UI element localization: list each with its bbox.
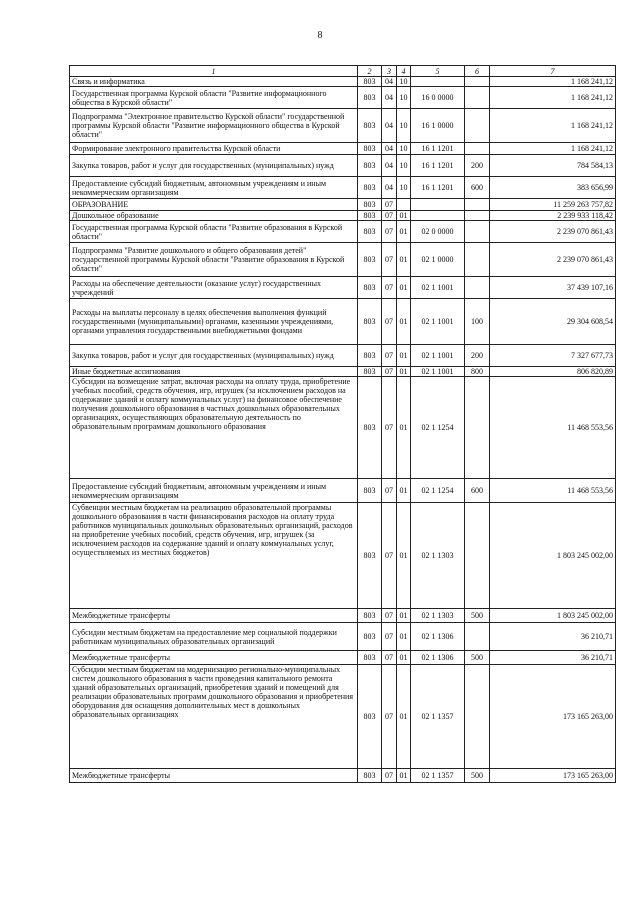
- cell-pr: 01: [397, 609, 411, 623]
- cell-pr: 01: [397, 377, 411, 479]
- cell-pr: 01: [397, 651, 411, 665]
- cell-csr: 02 1 1001: [411, 277, 465, 299]
- cell-vr: [465, 623, 490, 651]
- cell-pr: 10: [397, 87, 411, 109]
- cell-csr: [411, 199, 465, 211]
- cell-pr: 10: [397, 77, 411, 87]
- cell-name: Государственная программа Курской области "Развитие информационного общества в Курской области": [70, 87, 358, 109]
- cell-grbs: 803: [358, 155, 382, 177]
- cell-name: Иные бюджетные ассигнования: [70, 367, 358, 377]
- cell-sum: 11 468 553,56: [490, 479, 616, 503]
- cell-pr: 01: [397, 479, 411, 503]
- cell-name: Межбюджетные трансферты: [70, 769, 358, 783]
- cell-rz: 04: [382, 155, 397, 177]
- cell-csr: 02 1 1306: [411, 651, 465, 665]
- cell-pr: 01: [397, 367, 411, 377]
- cell-pr: [397, 199, 411, 211]
- cell-name: Закупка товаров, работ и услуг для государственных (муниципальных) нужд: [70, 155, 358, 177]
- table-row: [70, 503, 616, 609]
- cell-sum: 2 239 070 861,43: [490, 221, 616, 243]
- cell-vr: [465, 143, 490, 155]
- cell-csr: 02 1 1254: [411, 377, 465, 479]
- cell-rz: 07: [382, 503, 397, 609]
- cell-grbs: 803: [358, 243, 382, 277]
- cell-vr: [465, 377, 490, 479]
- cell-grbs: 803: [358, 769, 382, 783]
- cell-vr: [465, 221, 490, 243]
- cell-pr: 10: [397, 177, 411, 199]
- budget-table: [69, 65, 616, 783]
- cell-vr: 600: [465, 479, 490, 503]
- cell-sum: 1 168 241,12: [490, 77, 616, 87]
- cell-csr: 02 1 1303: [411, 503, 465, 609]
- cell-pr: 01: [397, 221, 411, 243]
- cell-grbs: 803: [358, 221, 382, 243]
- header-cell: 3: [382, 66, 397, 77]
- cell-vr: 500: [465, 651, 490, 665]
- cell-rz: 04: [382, 143, 397, 155]
- cell-rz: 07: [382, 769, 397, 783]
- table-row: [70, 345, 616, 367]
- cell-name: Предоставление субсидий бюджетным, автономным учреждениям и иным некоммерческим организациям: [70, 177, 358, 199]
- cell-name: Подпрограмма "Электронное правительство Курской области" государственной программы Курской области "Развитие информационного общества в Курской области": [70, 109, 358, 143]
- cell-pr: 01: [397, 503, 411, 609]
- cell-rz: 04: [382, 87, 397, 109]
- cell-name: Расходы на обеспечение деятельности (оказание услуг) государственных учреждений: [70, 277, 358, 299]
- table-row: [70, 77, 616, 87]
- cell-name: Предоставление субсидий бюджетным, автономным учреждениям и иным некоммерческим организациям: [70, 479, 358, 503]
- cell-sum: 2 239 070 861,43: [490, 243, 616, 277]
- cell-pr: 01: [397, 211, 411, 221]
- table-row: [70, 109, 616, 143]
- cell-vr: 500: [465, 769, 490, 783]
- header-cell: 4: [397, 66, 411, 77]
- cell-vr: [465, 243, 490, 277]
- cell-sum: 1 168 241,12: [490, 109, 616, 143]
- cell-csr: [411, 211, 465, 221]
- cell-vr: [465, 87, 490, 109]
- cell-rz: 07: [382, 243, 397, 277]
- header-cell: 1: [70, 66, 358, 77]
- table-row: [70, 651, 616, 665]
- cell-vr: [465, 77, 490, 87]
- cell-csr: 02 1 1001: [411, 345, 465, 367]
- cell-vr: [465, 211, 490, 221]
- cell-csr: 02 1 1357: [411, 769, 465, 783]
- cell-rz: 07: [382, 221, 397, 243]
- cell-csr: 02 1 0000: [411, 243, 465, 277]
- table-header-row: [70, 66, 616, 77]
- table-row: [70, 243, 616, 277]
- cell-pr: 01: [397, 345, 411, 367]
- cell-csr: [411, 77, 465, 87]
- table-row: [70, 769, 616, 783]
- cell-vr: [465, 109, 490, 143]
- table-row: [70, 609, 616, 623]
- cell-grbs: 803: [358, 503, 382, 609]
- cell-sum: 37 439 107,16: [490, 277, 616, 299]
- cell-csr: 16 1 0000: [411, 109, 465, 143]
- table-row: [70, 623, 616, 651]
- cell-name: Подпрограмма "Развитие дошкольного и общего образования детей" государственной программы Курской области "Развитие образования в Курской области": [70, 243, 358, 277]
- cell-grbs: 803: [358, 609, 382, 623]
- cell-pr: 01: [397, 665, 411, 769]
- cell-sum: 29 304 608,54: [490, 299, 616, 345]
- cell-sum: 173 165 263,00: [490, 665, 616, 769]
- cell-name: Государственная программа Курской области "Развитие образования в Курской области": [70, 221, 358, 243]
- cell-sum: 1 803 245 002,00: [490, 609, 616, 623]
- header-cell: 7: [490, 66, 616, 77]
- cell-name: Межбюджетные трансферты: [70, 609, 358, 623]
- cell-rz: 04: [382, 77, 397, 87]
- cell-grbs: 803: [358, 177, 382, 199]
- cell-grbs: 803: [358, 109, 382, 143]
- cell-csr: 02 1 1303: [411, 609, 465, 623]
- cell-rz: 04: [382, 177, 397, 199]
- cell-csr: 02 1 1001: [411, 299, 465, 345]
- cell-name: Субсидии на возмещение затрат, включая расходы на оплату труда, приобретение учебных пособий, средств обучения, игр, игрушек (за исключением расходов на содержание зданий и оплату коммунальных услуг) на финансовое обеспечение получения дошкольного образования в частных дошкольных образовательных организациях, осуществляющих образовательную деятельность по образовательным программам дошкольного образования: [70, 377, 358, 479]
- cell-rz: 07: [382, 665, 397, 769]
- table-row: [70, 377, 616, 479]
- cell-grbs: 803: [358, 143, 382, 155]
- cell-grbs: 803: [358, 367, 382, 377]
- cell-rz: 07: [382, 277, 397, 299]
- cell-sum: 1 168 241,12: [490, 87, 616, 109]
- cell-vr: [465, 503, 490, 609]
- table-row: [70, 211, 616, 221]
- cell-rz: 07: [382, 377, 397, 479]
- cell-csr: 16 1 1201: [411, 155, 465, 177]
- cell-grbs: 803: [358, 277, 382, 299]
- cell-grbs: 803: [358, 623, 382, 651]
- table-row: [70, 87, 616, 109]
- cell-grbs: 803: [358, 199, 382, 211]
- cell-sum: 1 168 241,12: [490, 143, 616, 155]
- cell-vr: [465, 277, 490, 299]
- cell-rz: 04: [382, 109, 397, 143]
- cell-csr: 16 1 1201: [411, 177, 465, 199]
- cell-grbs: 803: [358, 479, 382, 503]
- cell-grbs: 803: [358, 77, 382, 87]
- cell-name: Закупка товаров, работ и услуг для государственных (муниципальных) нужд: [70, 345, 358, 367]
- cell-rz: 07: [382, 299, 397, 345]
- table-row: [70, 665, 616, 769]
- cell-rz: 07: [382, 367, 397, 377]
- cell-name: Межбюджетные трансферты: [70, 651, 358, 665]
- cell-pr: 01: [397, 243, 411, 277]
- table-row: [70, 299, 616, 345]
- cell-grbs: 803: [358, 211, 382, 221]
- cell-csr: 02 1 1357: [411, 665, 465, 769]
- cell-sum: 11 259 263 757,82: [490, 199, 616, 211]
- cell-pr: 10: [397, 143, 411, 155]
- cell-name: ОБРАЗОВАНИЕ: [70, 199, 358, 211]
- cell-pr: 01: [397, 299, 411, 345]
- header-cell: 2: [358, 66, 382, 77]
- table-row: [70, 367, 616, 377]
- cell-vr: 800: [465, 367, 490, 377]
- cell-csr: 02 1 1306: [411, 623, 465, 651]
- cell-pr: 01: [397, 623, 411, 651]
- cell-name: Связь и информатика: [70, 77, 358, 87]
- cell-sum: 173 165 263,00: [490, 769, 616, 783]
- cell-rz: 07: [382, 623, 397, 651]
- cell-grbs: 803: [358, 87, 382, 109]
- cell-name: Расходы на выплаты персоналу в целях обеспечения выполнения функций государственными (муниципальными) органами, казенными учреждениями, органами управления государственными внебюджетными фондами: [70, 299, 358, 345]
- cell-sum: 2 239 933 118,42: [490, 211, 616, 221]
- cell-rz: 07: [382, 479, 397, 503]
- cell-rz: 07: [382, 345, 397, 367]
- cell-sum: 1 803 245 002,00: [490, 503, 616, 609]
- cell-sum: 36 210,71: [490, 623, 616, 651]
- cell-grbs: 803: [358, 345, 382, 367]
- cell-vr: 600: [465, 177, 490, 199]
- table-row: [70, 221, 616, 243]
- cell-vr: [465, 665, 490, 769]
- cell-rz: 07: [382, 211, 397, 221]
- table-row: [70, 479, 616, 503]
- cell-name: Субсидии местным бюджетам на предоставление мер социальной поддержки работникам муниципальных образовательных организаций: [70, 623, 358, 651]
- cell-csr: 16 1 1201: [411, 143, 465, 155]
- cell-grbs: 803: [358, 651, 382, 665]
- cell-grbs: 803: [358, 665, 382, 769]
- cell-rz: 07: [382, 609, 397, 623]
- cell-name: Субвенции местным бюджетам на реализацию образовательной программы дошкольного образования в части финансирования расходов на оплату труда работников муниципальных дошкольных образовательных организаций, расходов на приобретение учебных пособий, средств обучения, игр, игрушек (за исключением расходов на содержание зданий и оплату коммунальных услуг, осуществляемых из местных бюджетов): [70, 503, 358, 609]
- cell-grbs: 803: [358, 377, 382, 479]
- table-row: [70, 143, 616, 155]
- cell-vr: 200: [465, 345, 490, 367]
- cell-csr: 02 1 1001: [411, 367, 465, 377]
- cell-grbs: 803: [358, 299, 382, 345]
- table-row: [70, 199, 616, 211]
- cell-name: Субсидии местным бюджетам на модернизацию регионально-муниципальных систем дошкольного образования в части проведения капитального ремонта зданий образовательных организаций, приобретения зданий и помещений для реализации образовательных программ дошкольного образования и приобретения оборудования для оснащения дополнительных мест в дошкольных образовательных организациях: [70, 665, 358, 769]
- cell-rz: 07: [382, 651, 397, 665]
- header-cell: 6: [465, 66, 490, 77]
- table-row: [70, 177, 616, 199]
- cell-sum: 11 468 553,56: [490, 377, 616, 479]
- cell-sum: 784 584,13: [490, 155, 616, 177]
- cell-pr: 01: [397, 277, 411, 299]
- cell-sum: 383 656,99: [490, 177, 616, 199]
- cell-sum: 7 327 677,73: [490, 345, 616, 367]
- cell-name: Формирование электронного правительства Курской области: [70, 143, 358, 155]
- cell-csr: 02 1 1254: [411, 479, 465, 503]
- cell-vr: 200: [465, 155, 490, 177]
- header-cell: 5: [411, 66, 465, 77]
- cell-vr: 100: [465, 299, 490, 345]
- cell-csr: 02 0 0000: [411, 221, 465, 243]
- table-row: [70, 155, 616, 177]
- table-row: [70, 277, 616, 299]
- cell-pr: 10: [397, 109, 411, 143]
- cell-sum: 806 820,89: [490, 367, 616, 377]
- cell-pr: 01: [397, 769, 411, 783]
- cell-sum: 36 210,71: [490, 651, 616, 665]
- cell-pr: 10: [397, 155, 411, 177]
- cell-vr: 500: [465, 609, 490, 623]
- page-number: 8: [317, 30, 323, 41]
- cell-name: Дошкольное образование: [70, 211, 358, 221]
- cell-vr: [465, 199, 490, 211]
- cell-csr: 16 0 0000: [411, 87, 465, 109]
- cell-rz: 07: [382, 199, 397, 211]
